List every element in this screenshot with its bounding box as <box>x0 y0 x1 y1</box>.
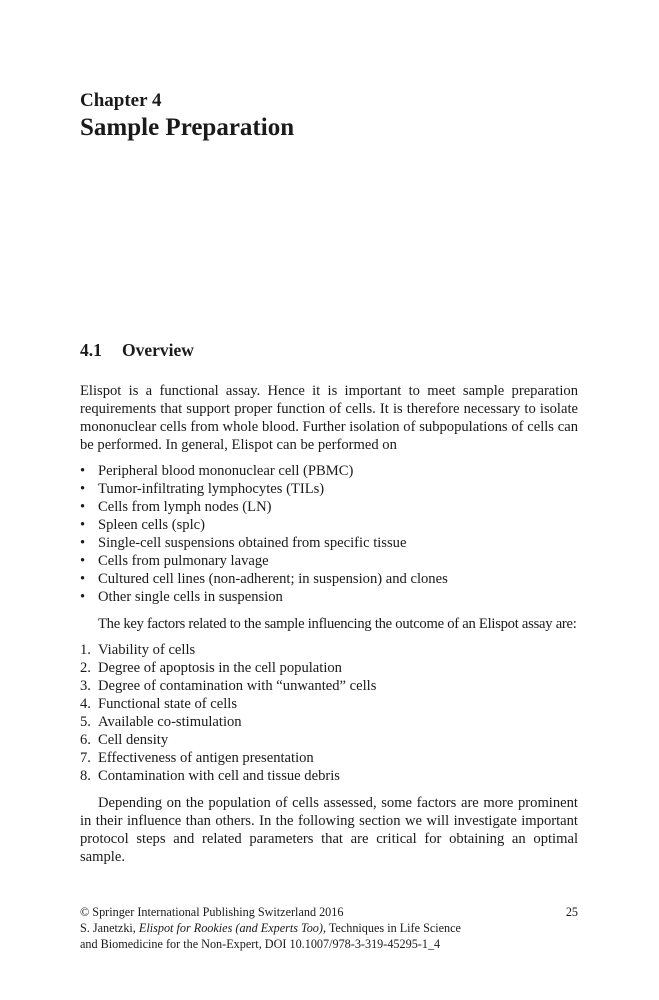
list-item-text: Cells from pulmonary lavage <box>98 553 269 569</box>
list-item-text: Single-cell suspensions obtained from specific tissue <box>98 535 407 551</box>
factors-intro: The key factors related to the sample influencing the outcome of an Elispot assay are: <box>98 616 577 632</box>
number-marker: 2. <box>80 660 91 676</box>
closing-paragraph: Depending on the population of cells assessed, some factors are more prominent in their influence than others. In the following section we will investigate important protocol steps and related parameters that are critical for obtaining an optimal sample. <box>80 795 578 865</box>
list-item-text: Cell density <box>98 732 169 748</box>
citation-line <box>80 920 578 936</box>
citation-book-title: Elispot for Rookies (and Experts Too) <box>138 921 323 935</box>
section-number: 4.1 <box>80 340 102 360</box>
list-item <box>80 713 578 731</box>
section-body <box>80 382 578 866</box>
bullet-marker: • <box>80 589 86 605</box>
section-heading <box>80 339 194 361</box>
list-item-text: Degree of apoptosis in the cell population <box>98 660 342 676</box>
bullet-marker: • <box>80 517 86 533</box>
list-item <box>80 731 578 749</box>
number-marker: 4. <box>80 696 91 712</box>
bullet-marker: • <box>80 571 86 587</box>
number-marker: 5. <box>80 714 91 730</box>
key-factors-list <box>80 641 578 785</box>
bullet-marker: • <box>80 481 86 497</box>
list-item <box>80 749 578 767</box>
list-item <box>80 641 578 659</box>
intro-paragraph: Elispot is a functional assay. Hence it is important to meet sample preparation requirements that support proper function of cells. It is therefore necessary to isolate mononuclear cells from whole blood. Further isolation of subpopulations of cells can be performed. In general, Elispot can be performed on <box>80 383 578 453</box>
list-item <box>80 498 578 516</box>
citation-line-2: and Biomedicine for the Non-Expert, DOI 10.1007/978-3-319-45295-1_4 <box>80 937 441 951</box>
list-item-text: Tumor-infiltrating lymphocytes (TILs) <box>98 481 325 497</box>
list-item <box>80 659 578 677</box>
list-item-text: Peripheral blood mononuclear cell (PBMC) <box>98 463 354 479</box>
citation-series: , Techniques in Life Science <box>322 921 461 935</box>
page-footer <box>80 904 578 952</box>
number-marker: 7. <box>80 750 91 766</box>
citation-author: S. Janetzki, <box>80 921 139 935</box>
bullet-marker: • <box>80 535 86 551</box>
list-item-text: Contamination with cell and tissue debris <box>98 768 340 784</box>
list-item-text: Cells from lymph nodes (LN) <box>98 499 272 515</box>
list-item-text: Degree of contamination with “unwanted” cells <box>98 678 377 694</box>
list-item-text: Available co-stimulation <box>98 714 242 730</box>
chapter-label: Chapter 4 <box>80 90 162 111</box>
list-item-text: Spleen cells (splc) <box>98 517 205 533</box>
list-item <box>80 516 578 534</box>
page-number: 25 <box>565 905 578 919</box>
list-item <box>80 695 578 713</box>
copyright-line: © Springer International Publishing Switzerland 2016 <box>80 905 344 919</box>
section-title: Overview <box>122 340 194 360</box>
number-marker: 1. <box>80 642 91 658</box>
list-item <box>80 462 578 480</box>
bullet-marker: • <box>80 499 86 515</box>
chapter-title: Sample Preparation <box>80 114 295 141</box>
list-item <box>80 677 578 695</box>
list-item <box>80 570 578 588</box>
number-marker: 3. <box>80 678 91 694</box>
bullet-marker: • <box>80 553 86 569</box>
list-item-text: Viability of cells <box>98 642 196 658</box>
list-item-text: Cultured cell lines (non-adherent; in suspension) and clones <box>98 571 448 587</box>
list-item <box>80 534 578 552</box>
number-marker: 6. <box>80 732 91 748</box>
list-item <box>80 767 578 785</box>
sample-types-list <box>80 462 578 606</box>
list-item-text: Functional state of cells <box>98 696 238 712</box>
bullet-marker: • <box>80 463 86 479</box>
list-item <box>80 552 578 570</box>
number-marker: 8. <box>80 768 91 784</box>
list-item-text: Other single cells in suspension <box>98 589 283 605</box>
list-item-text: Effectiveness of antigen presentation <box>98 750 314 766</box>
list-item <box>80 480 578 498</box>
list-item <box>80 588 578 606</box>
